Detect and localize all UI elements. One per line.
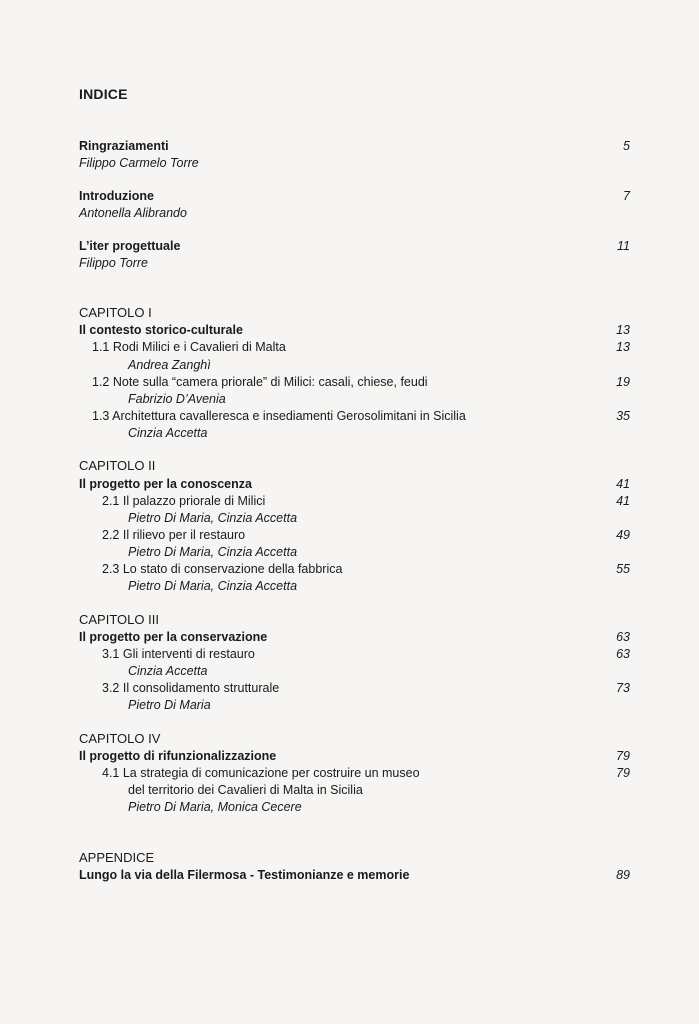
- toc-page-number: 89: [616, 868, 630, 882]
- section-author: Pietro Di Maria, Cinzia Accetta: [128, 511, 298, 525]
- section-title-continued: del territorio dei Cavalieri di Malta in Sicilia: [128, 783, 363, 797]
- toc-page-number: 63: [616, 630, 630, 644]
- toc-page-number: 7: [623, 189, 630, 203]
- section-title: 1.2 Note sulla “camera priorale” di Milici: casali, chiese, feudi: [92, 375, 428, 389]
- toc-page-number: 79: [616, 766, 630, 780]
- toc-entry-author: Filippo Carmelo Torre: [79, 156, 199, 170]
- chapter-label: CAPITOLO I: [79, 305, 152, 320]
- chapter-title: Il progetto per la conservazione: [79, 630, 268, 644]
- chapter-title: Il progetto di rifunzionalizzazione: [79, 749, 277, 763]
- chapter-title: Il contesto storico-culturale: [79, 323, 243, 337]
- page-title: INDICE: [79, 86, 128, 102]
- toc-entry-title: L’iter progettuale: [79, 239, 181, 253]
- toc-page-number: 79: [616, 749, 630, 763]
- section-title: 1.3 Architettura cavalleresca e insediamenti Gerosolimitani in Sicilia: [92, 409, 466, 423]
- section-title: 3.2 Il consolidamento strutturale: [102, 681, 280, 695]
- toc-page-number: 35: [616, 409, 630, 423]
- toc-page-number: 5: [623, 139, 630, 153]
- toc-page-number: 41: [616, 494, 630, 508]
- appendix-label: APPENDICE: [79, 850, 155, 865]
- chapter-label: CAPITOLO III: [79, 612, 159, 627]
- toc-entry-title: Introduzione: [79, 189, 154, 203]
- toc-page-number: 13: [616, 340, 630, 354]
- appendix-title: Lungo la via della Filermosa - Testimonianze e memorie: [79, 868, 410, 882]
- section-title: 2.2 Il rilievo per il restauro: [102, 528, 246, 542]
- toc-page-number: 19: [616, 375, 630, 389]
- section-author: Cinzia Accetta: [128, 664, 208, 678]
- section-title: 2.3 Lo stato di conservazione della fabbrica: [102, 562, 343, 576]
- section-author: Cinzia Accetta: [128, 426, 208, 440]
- section-author: Pietro Di Maria, Cinzia Accetta: [128, 579, 298, 593]
- section-author: Pietro Di Maria: [128, 698, 211, 712]
- toc-entry-title: Ringraziamenti: [79, 139, 169, 153]
- toc-page-number: 49: [616, 528, 630, 542]
- chapter-label: CAPITOLO IV: [79, 731, 161, 746]
- section-author: Pietro Di Maria, Monica Cecere: [128, 800, 302, 814]
- section-author: Pietro Di Maria, Cinzia Accetta: [128, 545, 298, 559]
- toc-page-number: 11: [617, 239, 630, 253]
- toc-page-number: 41: [616, 477, 630, 491]
- chapter-title: Il progetto per la conoscenza: [79, 477, 252, 491]
- chapter-label: CAPITOLO II: [79, 458, 156, 473]
- section-author: Fabrizio D’Avenia: [128, 392, 226, 406]
- section-author: Andrea Zanghì: [128, 358, 211, 372]
- toc-page-number: 55: [616, 562, 630, 576]
- section-title: 3.1 Gli interventi di restauro: [102, 647, 255, 661]
- toc-entry-author: Antonella Alibrando: [79, 206, 187, 220]
- toc-page-number: 73: [616, 681, 630, 695]
- section-title: 2.1 Il palazzo priorale di Milici: [102, 494, 266, 508]
- section-title: 4.1 La strategia di comunicazione per costruire un museo: [102, 766, 420, 780]
- toc-page-number: 63: [616, 647, 630, 661]
- toc-page-number: 13: [616, 323, 630, 337]
- section-title: 1.1 Rodi Milici e i Cavalieri di Malta: [92, 340, 286, 354]
- toc-entry-author: Filippo Torre: [79, 256, 149, 270]
